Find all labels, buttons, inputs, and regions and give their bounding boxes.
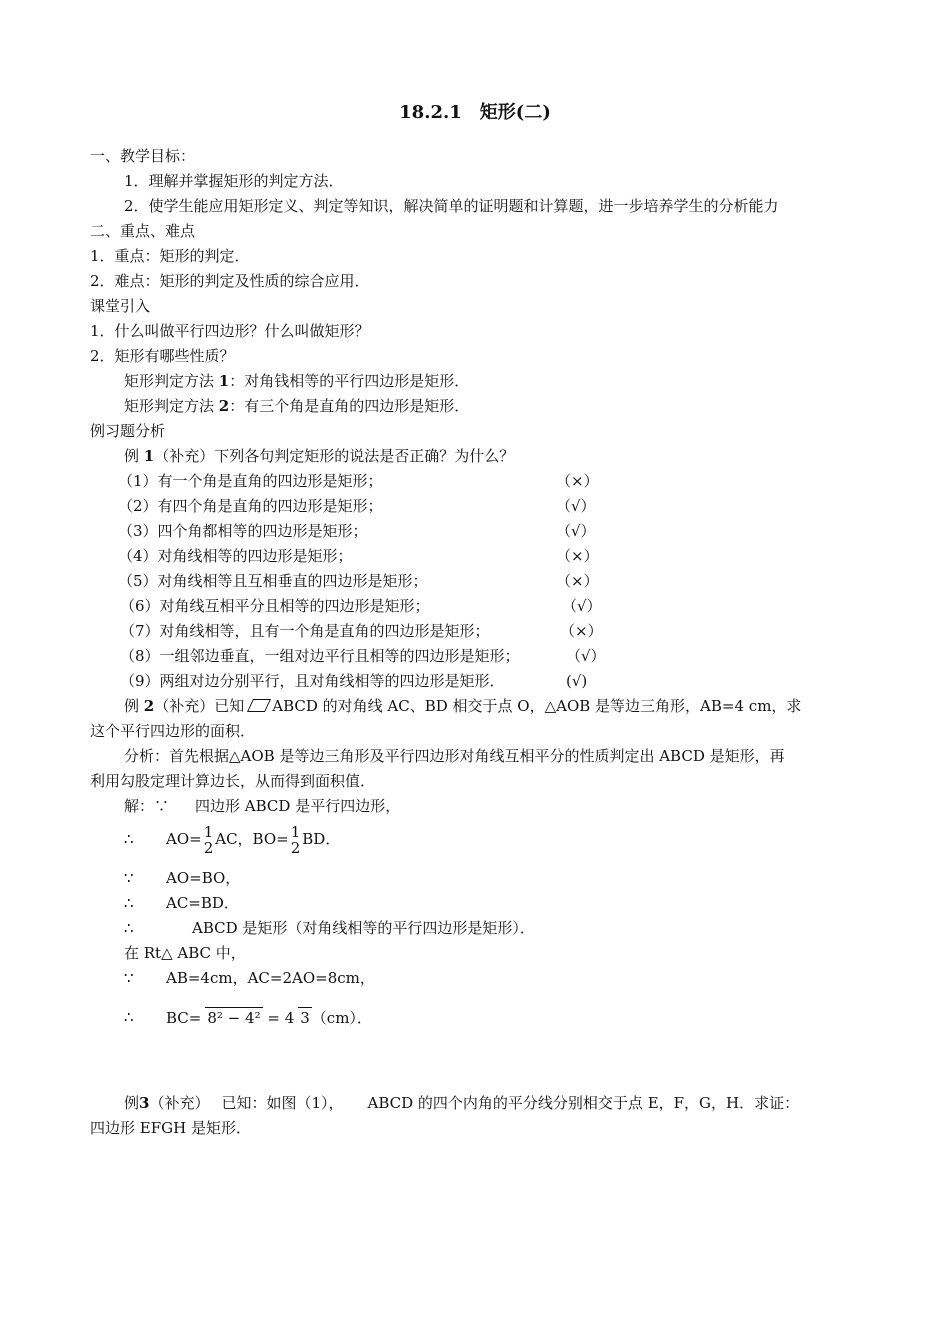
answer-mark: （√） [556,497,596,515]
solution-step-5: 在 Rt△ ABC 中， [124,944,246,962]
solution-step-1: AO= 1 2 AC，BO= 1 2 BD． [166,823,341,857]
title-text: 矩形(二) [479,102,551,123]
keypoint-item: 1．重点：矩形的判定． [90,247,250,265]
therefore-symbol: ∴ [124,919,134,937]
example-3-statement-cont: 四边形 EFGH 是矩形． [90,1119,251,1137]
example-1-statement: （8）一组邻边垂直，一组对边平行且相等的四边形是矩形； [120,647,520,665]
title-number: 18.2.1 [399,102,462,123]
answer-mark: （√） [566,647,606,665]
answer-mark: （×） [556,572,599,590]
keypoint-item: 2．难点：矩形的判定及性质的综合应用． [90,272,370,290]
therefore-symbol: ∴ [124,894,134,912]
answer-mark: （√） [556,522,596,540]
example-2-statement: 例 2（补充）已知 ABCD 的对角线 AC、BD 相交于点 O，△AOB 是等边三角形，AB=4 cm，求 [124,697,802,715]
objective-item: 2．使学生能应用矩形定义、判定等知识，解决简单的证明题和计算题，进一步培养学生的分析能力 [124,197,779,215]
because-symbol: ∵ [124,869,134,887]
section-heading: 一、教学目标： [90,147,196,165]
example-1-intro: 例 1（补充）下列各句判定矩形的说法是否正确？为什么？ [124,447,515,465]
example-1-statement: （4）对角线相等的四边形是矩形； [118,547,353,565]
solution-step-4: ABCD 是矩形（对角线相等的平行四边形是矩形）． [192,919,535,937]
answer-mark: （×） [560,622,603,640]
square-root-expression: 8² − 4² [207,1009,261,1027]
example-2-analysis: 分析：首先根据△AOB 是等边三角形及平行四边形对角线互相平分的性质判定出 ABCD 是矩形，再 [124,747,785,765]
example-1-statement: （9）两组对边分别平行，且对角线相等的四边形是矩形． [120,672,505,690]
example-1-statement: （2）有四个角是直角的四边形是矩形； [118,497,383,515]
answer-mark: （×） [556,472,599,490]
therefore-symbol: ∴ [124,1008,134,1026]
solution-step-3: AC=BD． [166,894,239,912]
solution-head: 解：∵ 四边形 ABCD 是平行四边形， [124,797,401,815]
section-heading: 例习题分析 [90,422,166,440]
example-1-statement: （1）有一个角是直角的四边形是矩形； [118,472,383,490]
answer-mark: （√） [562,597,602,615]
section-heading: 二、重点、难点 [90,222,196,240]
judgment-method: 矩形判定方法 1：对角钱相等的平行四边形是矩形． [124,372,470,390]
page-title [0,98,950,124]
answer-mark: （×） [556,547,599,565]
objective-item: 1．理解并掌握矩形的判定方法． [124,172,344,190]
therefore-symbol: ∴ [124,830,134,848]
judgment-method: 矩形判定方法 2：有三个角是直角的四边形是矩形． [124,397,470,415]
example-2-statement-cont: 这个平行四边形的面积． [90,722,256,740]
intro-question: 2．矩形有哪些性质？ [90,347,235,365]
solution-step-2: AO=BO， [166,869,241,887]
example-1-statement: （3）四个角都相等的四边形是矩形； [118,522,368,540]
example-1-statement: （6）对角线互相平分且相等的四边形是矩形； [120,597,430,615]
example-1-statement: （5）对角线相等且互相垂直的四边形是矩形； [118,572,428,590]
fraction-one-half: 1 2 [203,823,214,857]
parallelogram-icon [247,699,271,712]
example-3-statement: 例3（补充） 已知：如图（1）， ABCD 的四个内角的平分线分别相交于点 E，F，G，H．求证： [124,1094,800,1112]
intro-question: 1．什么叫做平行四边形？什么叫做矩形？ [90,322,370,340]
example-1-statement: （7）对角线相等，且有一个角是直角的四边形是矩形； [120,622,490,640]
section-heading: 课堂引入 [90,297,151,315]
square-root-three: 3 [300,1009,310,1027]
answer-mark: (√) [566,672,588,690]
because-symbol: ∵ [124,969,134,987]
solution-step-7: BC= 8² − 4² = 4 3 （cm）． [166,1009,372,1027]
solution-step-6: AB=4cm，AC=2AO=8cm， [166,969,375,987]
example-2-analysis-cont: 利用勾股定理计算边长，从而得到面积值． [90,772,376,790]
fraction-one-half: 1 2 [290,823,301,857]
